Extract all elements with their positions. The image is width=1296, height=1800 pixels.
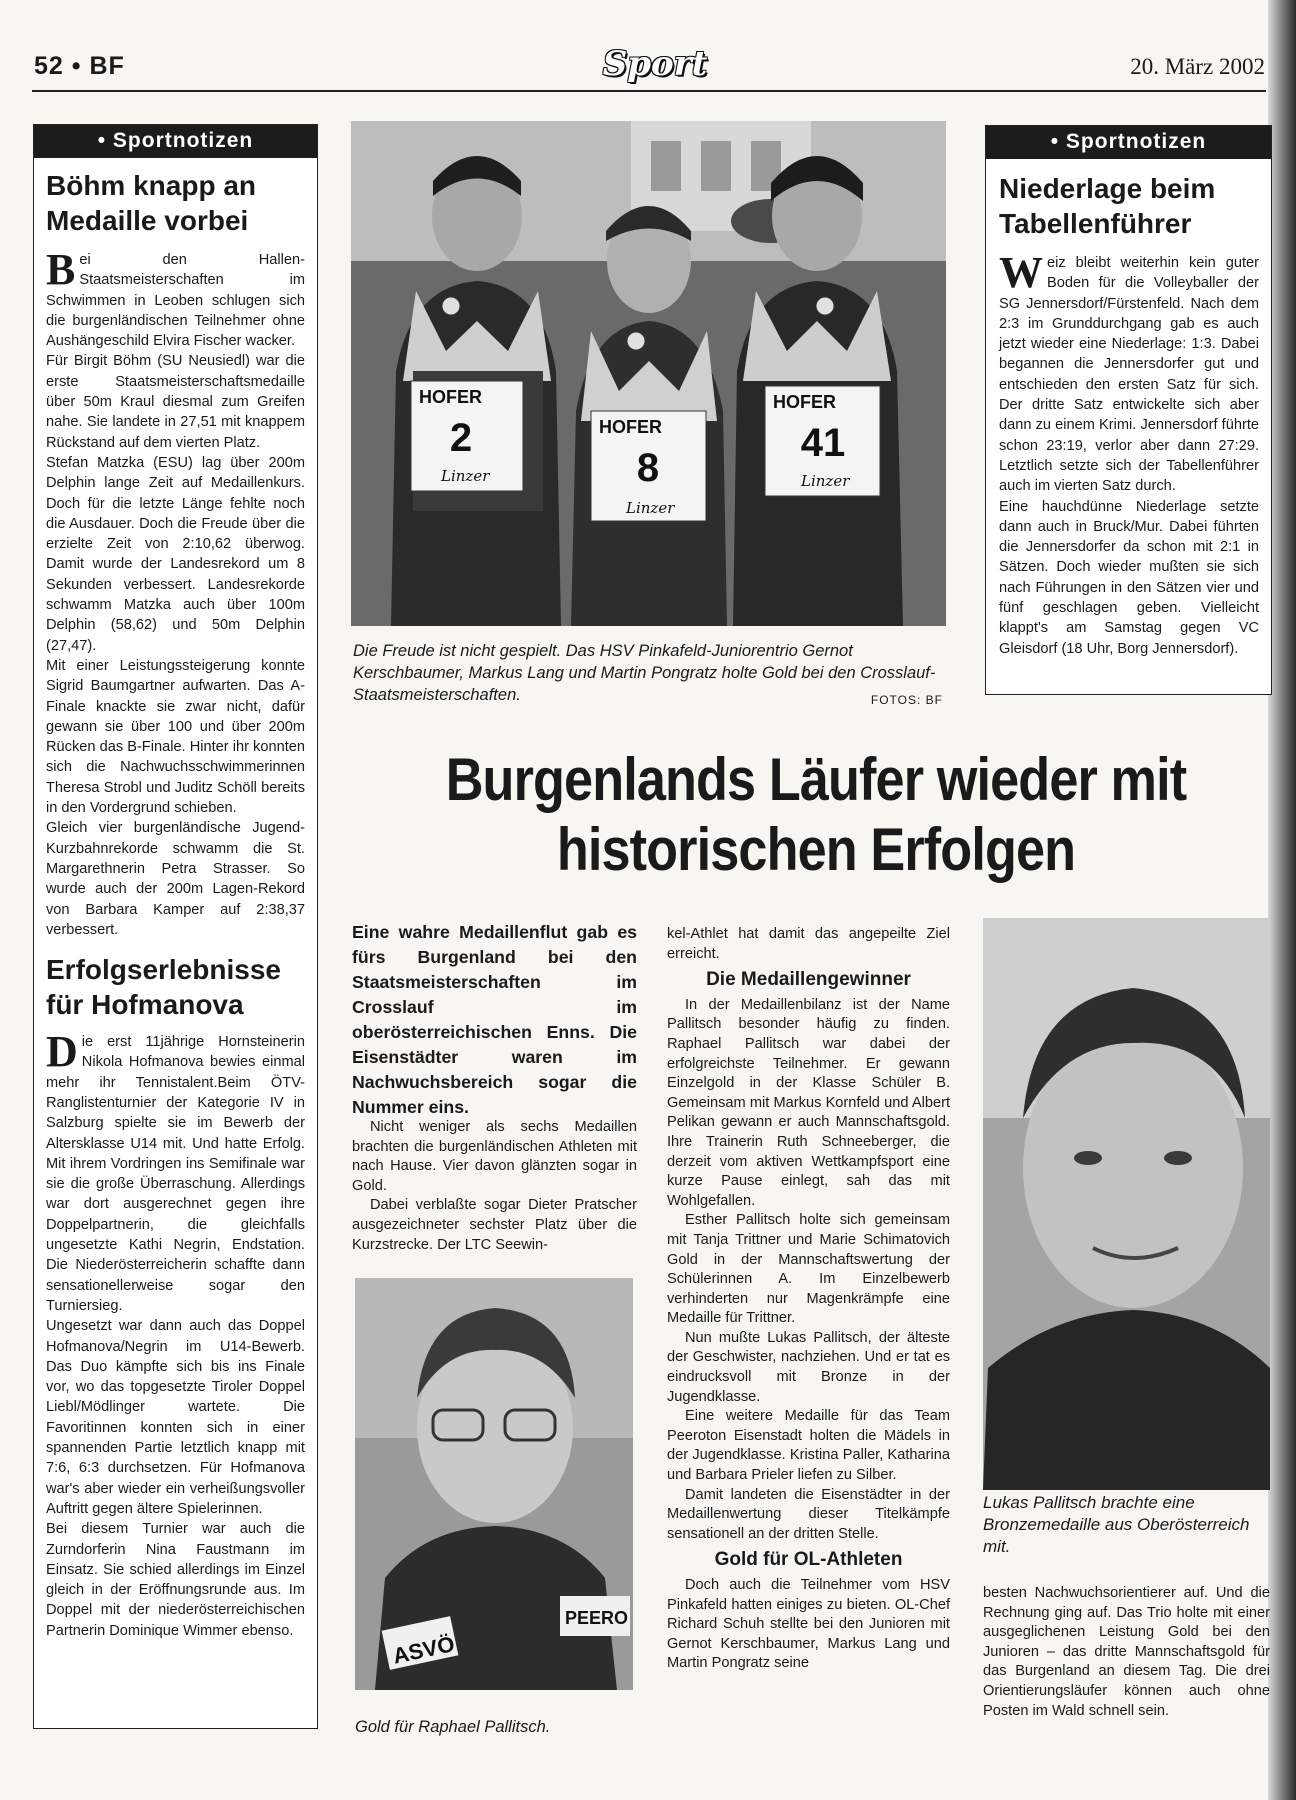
bib-linzer: Linzer <box>441 467 490 485</box>
bib-number-3: 41 <box>800 421 846 465</box>
left-box-article-2 <box>46 1027 305 1641</box>
issue-date: 20. März 2002 <box>1130 54 1265 79</box>
article-paragraph: ei den Hallen-Staatsmeisterschaften im Schwimmen in Leoben schlugen sich die burgenländischen Teilnehmer ohne Aushängeschild Elvira Fischer wacker. <box>46 252 305 350</box>
article-paragraph: kel-Athlet hat damit das angepeilte Ziel erreicht. <box>667 926 950 962</box>
article-paragraph: Doch auch die Teilnehmer vom HSV Pinkafeld hatten einiges zu bieten. OL-Chef Richard Schuh stellte bei den Junioren mit Gernot Kerschbaumer, Markus Lang und Martin Pongratz seine <box>667 1577 950 1672</box>
article-column-1 <box>352 1118 637 1255</box>
right-box-article <box>999 248 1259 659</box>
article-paragraph: Bei diesem Turnier war auch die Zurndorferin Nina Faustmann im Einsatz. Sie schied allerdings im Einzel gleich in der Eröffnungsrunde aus. Im Doppel mit der niederösterreichischen Partnerin Dominique Wimmer ebenso. <box>46 1521 305 1639</box>
bib-number-1: 2 <box>449 416 473 460</box>
asvo-logo-text: ASVÖ <box>390 1631 457 1669</box>
left-box-article-1 <box>46 245 305 940</box>
section-title: Sport <box>602 44 708 84</box>
article-column-2 <box>667 925 950 1674</box>
article-paragraph: Eine weitere Medaille für das Team Peeroton Eisenstadt holten die Mädels in der Jugendklasse. Kristina Paller, Katharina und Barbara Prieler liefen zu Silber. <box>667 1408 950 1484</box>
dropcap-w: W <box>999 248 1043 297</box>
article-paragraph: In der Medaillenbilanz ist der Name Pallitsch besonder häufig zu finden. Raphael Pallitsch war dabei der erfolgreichste Teilnehmer. Er gewann Einzelgold in der Klasse Schüler B. Gemeinsam mit Markus Kornfeld und Albert Pelikan gewann er auch Mannschaftsgold. Ihre Trainerin Ruth Schneeberger, die derzeit vom aktiven Wettkampfsport eine kurze Pause einlegt, sah das mit Wohlgefallen. <box>667 996 950 1209</box>
right-box-title: Niederlage beim Tabellenführer <box>999 173 1216 239</box>
lukas-caption: Lukas Pallitsch brachte eine Bronzemedaille aus Oberösterreich mit. <box>983 1493 1250 1556</box>
article-paragraph: ie erst 11jährige Hornsteinerin Nikola Hofmanova bewies einmal mehr ihr Tennistalent.Beim ÖTV-Ranglistenturnier der Kategorie IV in Salzburg spielte sie im Bewerb der Altersklasse U14 mit. Und hatte Erfolg. Mit ihrem Vordringen ins Semifinale war sie die große Überraschung. Allerdings war dort ausgerechnet gegen ihre Doppelpartnerin, die gleichfalls ungesetzte Kathi Negrin, Endstation. Die Niederösterreicherin schaffte dann sensationellerweise sogar den Turniersieg. <box>46 1034 305 1314</box>
article-column-3 <box>983 1584 1270 1721</box>
article-paragraph: eiz bleibt weiterhin kein guter Boden für die Volleyballer der SG Jennersdorf/Fürstenfeld. Nach dem 2:3 im Grunddurchgang gab es auch jetzt wieder eine Niederlage: 1:3. Dabei begannen die Jennersdorfer gut und entschieden den ersten Satz für sich. Der dritte Satz entwickelte sich aber dann zu einem Krimi. Jennersdorf führte schon 23:19, verlor aber dann 27:29. Letztlich setzte sich der Tabellenführer auch im vierten Satz durch. <box>999 255 1259 495</box>
bib-sponsor: HOFER <box>773 392 836 412</box>
bib-sponsor: HOFER <box>599 417 662 437</box>
article-paragraph: Ungesetzt war dann auch das Doppel Hofmanova/Negrin im U14-Bewerb. Das Duo kämpfte sich bis ins Finale vor, wo das topgesetzte Tiroler Doppel Liebl/Mödlinger wartete. Die Favoritinnen konnten sich in einer spannenden Partie letztlich knapp mit 7:6, 6:3 durchsetzen. Für Hofmanova war's aber wieder ein verheißungsvoller Auftritt gegen ältere Spielerinnen. <box>46 1318 305 1517</box>
article-paragraph: Damit landeten die Eisenstädter in der Medaillenwertung dieser Titelkämpfe sensationell an der dritten Stelle. <box>667 1486 950 1542</box>
bib-linzer: Linzer <box>626 499 675 517</box>
article-paragraph: Eine hauchdünne Niederlage setzte dann auch in Bruck/Mur. Dabei führten die Jennersdorfer da schon mit 2:1 in Sätzen. Doch wieder mußten sie sich nach Führungen in den Sätzen vier und fünf geschlagen geben. Vielleicht klappt's am Samstag gegen VC Gleisdorf (18 Uhr, Borg Jennersdorf). <box>999 498 1259 657</box>
scan-edge <box>1268 0 1296 1800</box>
subhead-ol-gold: Gold für OL-Athleten <box>714 1549 903 1571</box>
runners-photo <box>351 121 946 626</box>
right-box-label: • Sportnotizen <box>986 126 1271 159</box>
article-paragraph: Gleich vier burgenländische Jugend-Kurzbahnrekorde schwamm die St. Margarethnerin Petra Strasser. So wurde auch der 200m Lagen-Rekord von Barbara Kamper auf 2:38,37 verbessert. <box>46 820 305 938</box>
peeroton-logo-text: PEERO <box>565 1608 629 1628</box>
article-paragraph: Nun mußte Lukas Pallitsch, der älteste der Geschwister, nachziehen. Und er tat es eindrucksvoll mit Bronze in der Jugendklasse. <box>667 1329 950 1405</box>
runners-caption <box>353 640 943 711</box>
dropcap-d: D <box>46 1027 78 1077</box>
article-paragraph: besten Nachwuchsorientierer auf. Und die Rechnung ging auf. Das Trio holte mit einer ausgeglichenen Leistung Gold bei den Junioren – das dritte Mannschaftsgold für das Burgenland an diesem Tag. Die drei Orientierungsläufer können auch ohne Posten im Wald schnell sein. <box>983 1585 1270 1719</box>
subhead-medal-winners: Die Medaillengewinner <box>706 969 911 991</box>
bib-sponsor: HOFER <box>419 387 482 407</box>
left-box-label: • Sportnotizen <box>34 125 317 158</box>
article-paragraph: Esther Pallitsch holte sich gemeinsam mit Tanja Trittner und Marie Schimatovich Gold in der Mannschaftswertung der Schülerinnen A. Im Einzelbewerb verhinderten nur Magenkrämpfe eine Medaille für Trittner. <box>667 1212 950 1327</box>
page-number: 52 • BF <box>34 52 125 80</box>
photo-credit: FOTOS: BF <box>870 693 943 707</box>
main-headline: Burgenlands Läufer wieder mit historischen Erfolgen <box>445 746 1187 883</box>
article-paragraph: Stefan Matzka (ESU) lag über 200m Delphin lange Zeit auf Medaillenkurs. Doch für die letzte Länge fehlte noch die Ausdauer. Doch die Freude über die erzielte Zeit von 2:10,62 überwog. Damit wurde der Landesrekord um 8 Sekunden verbessert. Landesrekorde schwamm Matzka auch über 100m Delphin (58,62) und 50m Delphin (27,47). <box>46 454 305 654</box>
left-box-title: Böhm knapp an Medaille vorbei <box>46 170 257 236</box>
bib-number-2: 8 <box>636 446 660 490</box>
left-box-title-2: Erfolgserlebnisse für Hofmanova <box>46 954 281 1021</box>
lukas-photo-image <box>983 918 1270 1490</box>
left-news-box <box>33 124 318 1729</box>
article-paragraph: Für Birgit Böhm (SU Neusiedl) war die erste Staatsmeisterschaftsmedaille über 50m Kraul diesmal zum Greifen nahe. Sie landete in 27,51 mit knappem Rückstand auf dem vierten Platz. <box>46 353 305 451</box>
bib-linzer: Linzer <box>801 472 850 490</box>
dropcap-b: B <box>46 245 76 294</box>
raphael-caption: Gold für Raphael Pallitsch. <box>355 1718 551 1736</box>
runners-caption-text: Die Freude ist nicht gespielt. Das HSV Pinkafeld-Juniorentrio Gernot Kerschbaumer, Markus Lang und Martin Pongratz holte Gold bei den Crosslauf-Staatsmeisterschaften. <box>353 642 936 704</box>
article-paragraph: Nicht weniger als sechs Medaillen brachten die burgenländischen Athleten mit nach Hause. Vier davon glänzten sogar in Gold. <box>352 1119 637 1194</box>
header-rule <box>32 90 1266 92</box>
right-news-box <box>985 125 1272 695</box>
article-lead: Eine wahre Medaillenflut gab es fürs Burgenland bei den Staatsmeisterschaften im Crosslauf im oberösterreichischen Enns. Die Eisenstädter waren im Nachwuchsbereich sogar die Nummer eins. <box>352 922 637 1117</box>
raphael-photo-image <box>355 1278 633 1690</box>
article-paragraph: Mit einer Leistungssteigerung konnte Sigrid Baumgartner aufwarten. Das A-Finale knackte sie zwar nicht, dafür gewann sie über 100 und über 200m Rücken das B-Finale. Hinter ihr konnten sich die Nachwuchsschwimmerinnen Theresa Strobl und Juditz Schöll bereits in den Vordergrund schieben. <box>46 657 305 817</box>
raphael-photo <box>355 1278 633 1690</box>
lukas-photo <box>983 918 1270 1490</box>
article-paragraph: Dabei verblaßte sogar Dieter Pratscher ausgezeichneter sechster Platz über die Kurzstrecke. Der LTC Seewin- <box>352 1197 637 1253</box>
runners-photo-image <box>351 121 946 626</box>
